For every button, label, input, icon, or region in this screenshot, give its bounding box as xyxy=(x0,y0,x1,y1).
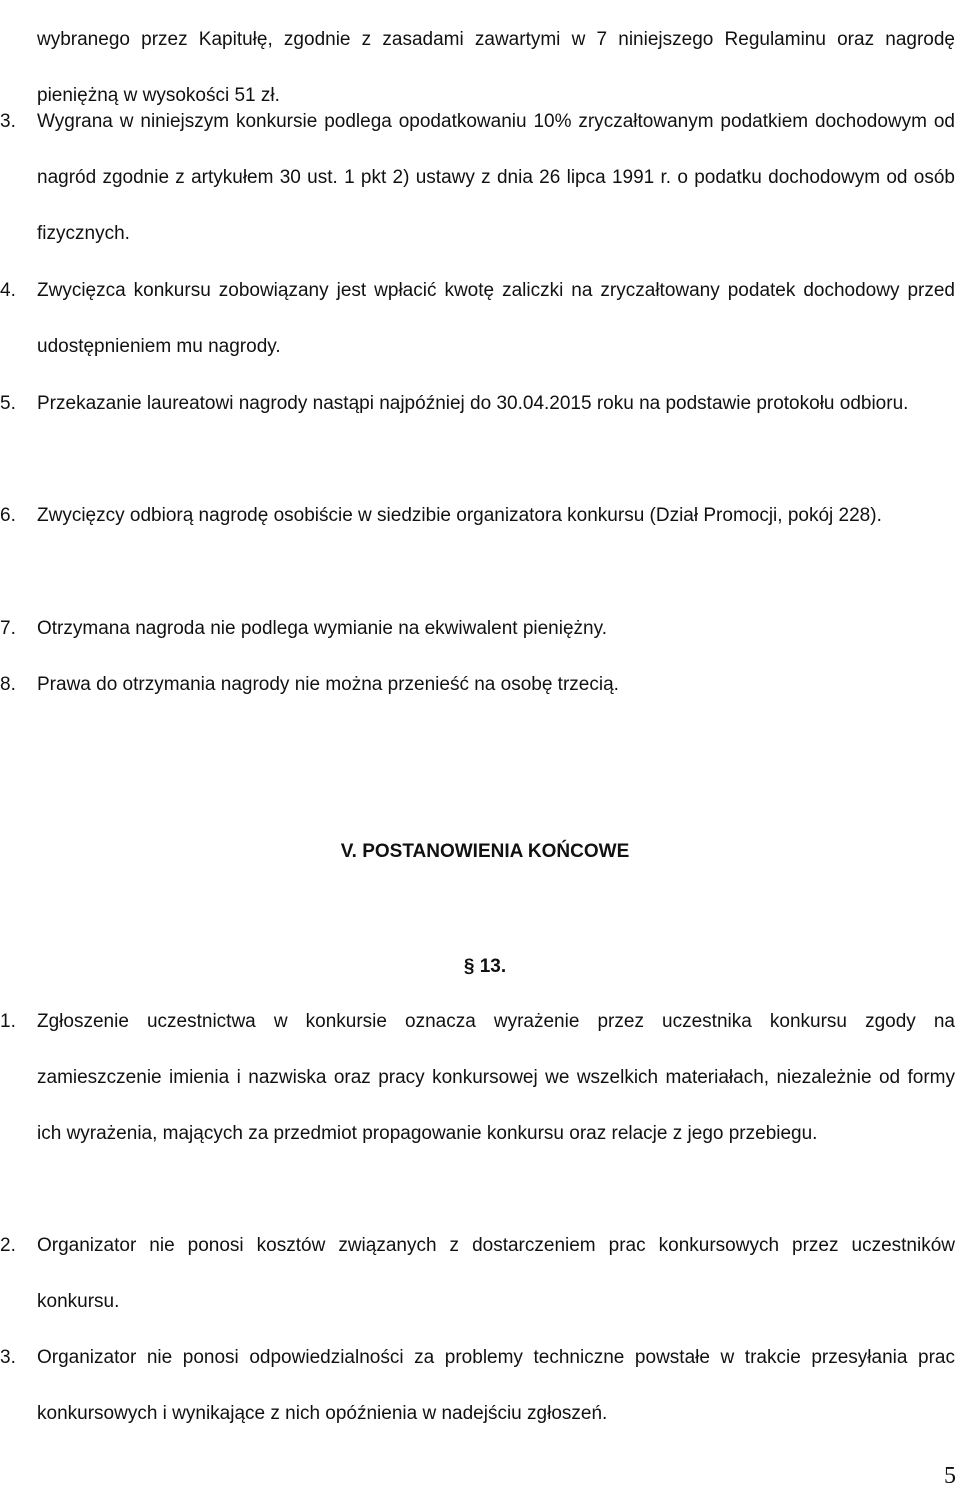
item-number: 5. xyxy=(0,393,16,414)
item-text: Organizator nie ponosi odpowiedzialności za problemy techniczne powstałe w trakcie przesyłania prac konkursowych i wynikające z nich opóźnienia w nadejściu zgłoszeń. xyxy=(37,1347,955,1424)
item-number: 6. xyxy=(0,505,16,526)
item-number: 1. xyxy=(0,1011,16,1032)
item-number: 7. xyxy=(0,618,16,639)
item-text: Organizator nie ponosi kosztów związanych z dostarczeniem prac konkursowych przez uczestników konkursu. xyxy=(37,1235,955,1312)
item-number: 2. xyxy=(0,1235,16,1256)
item-text: Prawa do otrzymania nagrody nie można przenieść na osobę trzecią. xyxy=(37,674,619,695)
item-text: Zwycięzcy odbiorą nagrodę osobiście w siedzibie organizatora konkursu (Dział Promocji, pokój 228). xyxy=(37,505,882,526)
page-number: 5 xyxy=(944,1463,956,1489)
intro-continuation-text: wybranego przez Kapitułę, zgodnie z zasadami zawartymi w 7 niniejszego Regulaminu oraz nagrodę pieniężną w wysokości 51 zł. xyxy=(37,29,955,106)
item-number: 4. xyxy=(0,280,16,301)
item-text: Wygrana w niniejszym konkursie podlega opodatkowaniu 10% zryczałtowanym podatkiem dochodowym od nagród zgodnie z artykułem 30 ust. 1 pkt 2) ustawy z dnia 26 lipca 1991 r. o podatku dochodowym od osób fizycznych. xyxy=(37,111,955,244)
section-heading: V. POSTANOWIENIA KOŃCOWE xyxy=(340,841,630,862)
item-number: 8. xyxy=(0,674,16,695)
item-text: Zgłoszenie uczestnictwa w konkursie oznacza wyrażenie przez uczestnika konkursu zgody na zamieszczenie imienia i nazwiska oraz pracy konkursowej we wszelkich materiałach, niezależnie od formy ich wyrażenia, mających za przedmiot propagowanie konkursu oraz relacje z jego przebiegu. xyxy=(37,1011,955,1144)
item-text: Przekazanie laureatowi nagrody nastąpi najpóźniej do 30.04.2015 roku na podstawie protokołu odbioru. xyxy=(37,393,909,414)
item-text: Otrzymana nagroda nie podlega wymianie na ekwiwalent pieniężny. xyxy=(37,618,607,639)
item-number: 3. xyxy=(0,1347,16,1368)
item-number: 3. xyxy=(0,111,16,132)
item-text: Zwycięzca konkursu zobowiązany jest wpłacić kwotę zaliczki na zryczałtowany podatek dochodowy przed udostępnieniem mu nagrody. xyxy=(37,280,955,357)
paragraph-sign: § 13. xyxy=(463,956,507,977)
